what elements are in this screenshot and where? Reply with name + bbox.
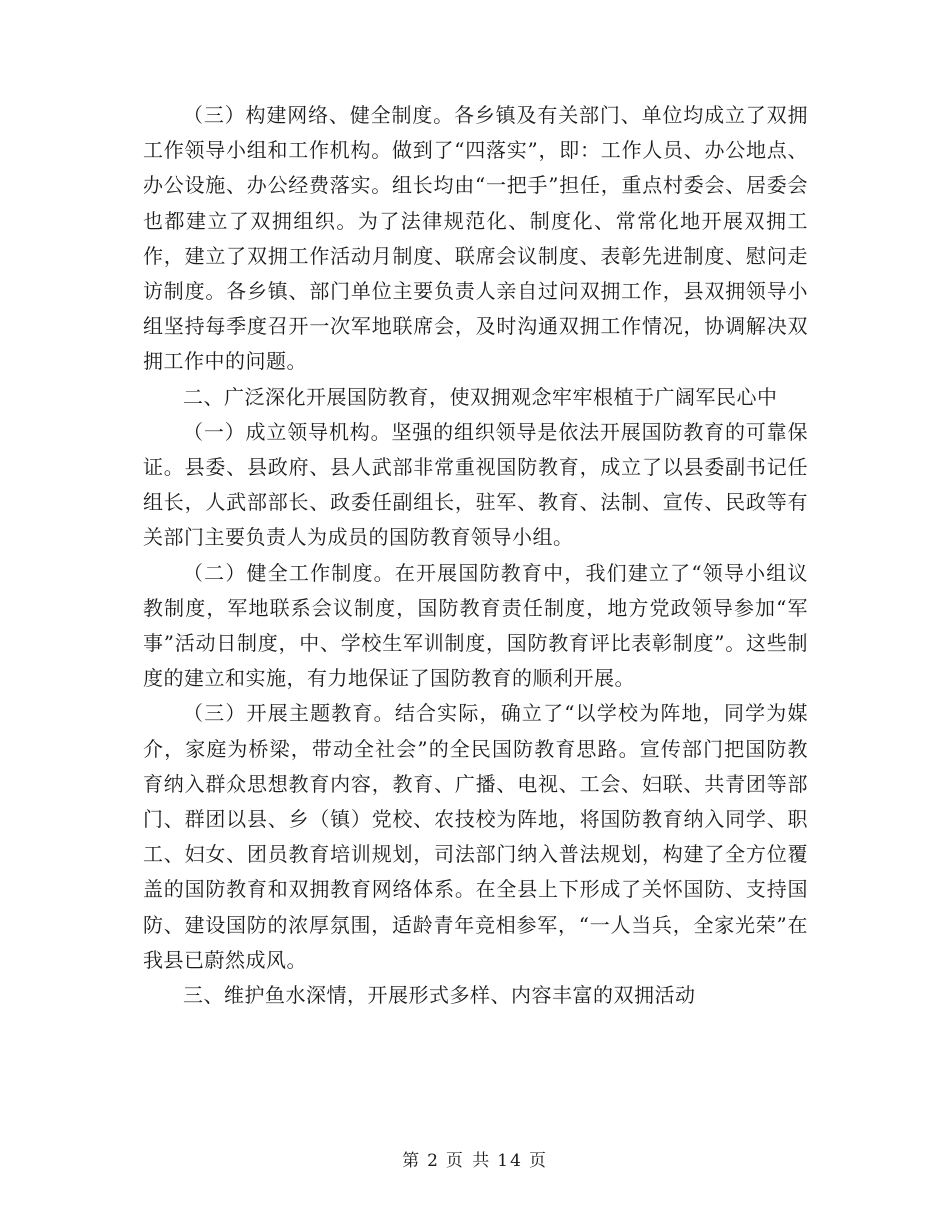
footer-middle: 页 共 <box>445 1151 492 1171</box>
page-footer <box>0 1146 950 1171</box>
paragraph-leadership-organization: （一）成立领导机构。坚强的组织领导是依法开展国防教育的可靠保证。县委、县政府、县人武部非常重视国防教育，成立了以县委副书记任组长，人武部部长、政委任副组长，驻军、教育、法制、宣传、民政等有关部门主要负责人为成员的国防教育领导小组。 <box>143 419 808 550</box>
section-heading-activities: 三、维护鱼水深情，开展形式多样、内容丰富的双拥活动 <box>183 983 696 1008</box>
footer-suffix: 页 <box>528 1151 548 1171</box>
footer-total-pages: 14 <box>497 1151 523 1171</box>
paragraph-theme-education: （三）开展主题教育。结合实际，确立了“以学校为阵地，同学为媒介，家庭为桥梁，带动全社会”的全民国防教育思路。宣传部门把国防教育纳入群众思想教育内容，教育、广播、电视、工会、妇联、共青团等部门、群团以县、乡（镇）党校、农技校为阵地，将国防教育纳入同学、职工、妇女、团员教育培训规划，司法部门纳入普法规划，构建了全方位覆盖的国防教育和双拥教育网络体系。在全县上下形成了关怀国防、支持国防、建设国防的浓厚氛围，适龄青年竞相参军，“一人当兵，全家光荣”在我县已蔚然成风。 <box>143 701 808 972</box>
paragraph-work-system: （二）健全工作制度。在开展国防教育中，我们建立了“领导小组议教制度，军地联系会议制度，国防教育责任制度，地方党政领导参加“军事”活动日制度，中、学校生军训制度，国防教育评比表彰制度”。这些制度的建立和实施，有力地保证了国防教育的顺利开展。 <box>143 560 808 691</box>
paragraph-building-network: （三）构建网络、健全制度。各乡镇及有关部门、单位均成立了双拥工作领导小组和工作机构。做到了“四落实”，即：工作人员、办公地点、办公设施、办公经费落实。组长均由“一把手”担任，重点村委会、居委会也都建立了双拥组织。为了法律规范化、制度化、常常化地开展双拥工作，建立了双拥工作活动月制度、联席会议制度、表彰先进制度、慰问走访制度。各乡镇、部门单位主要负责人亲自过问双拥工作，县双拥领导小组坚持每季度召开一次军地联席会，及时沟通双拥工作情况，协调解决双拥工作中的问题。 <box>143 103 808 374</box>
section-heading-national-defense-education: 二、广泛深化开展国防教育，使双拥观念牢牢根植于广阔军民心中 <box>183 384 778 409</box>
document-body <box>143 98 808 1013</box>
footer-prefix: 第 <box>402 1151 422 1171</box>
footer-page-number: 2 <box>427 1151 440 1171</box>
